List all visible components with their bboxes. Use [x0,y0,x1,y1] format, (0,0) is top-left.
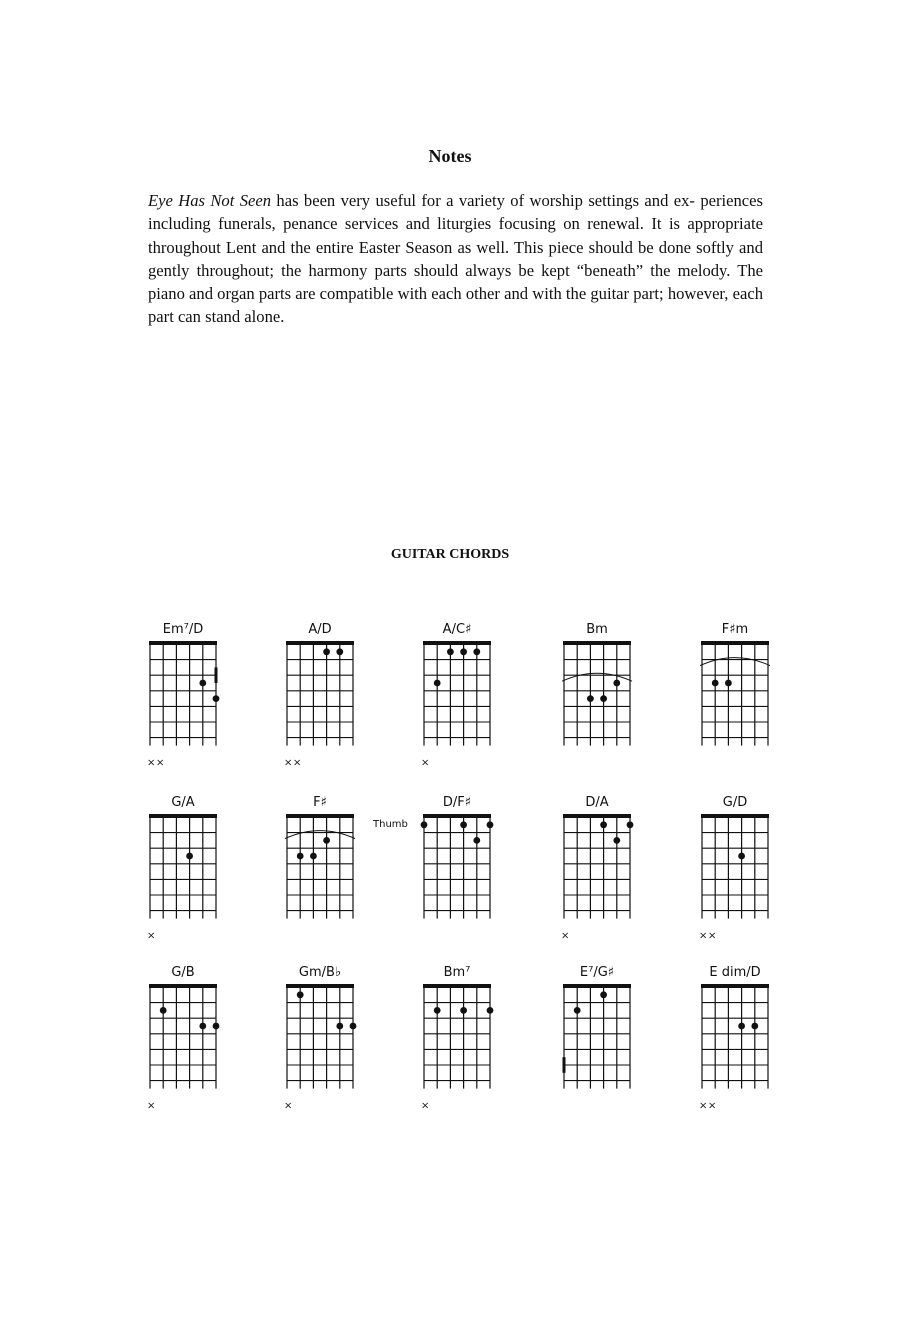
nut [563,984,631,988]
nut [701,641,769,645]
chord-diagram [419,965,519,1115]
fretboard [559,622,659,772]
guitar-chords-heading: GUITAR CHORDS [390,547,510,562]
finger-dot [336,1023,343,1030]
nut [563,641,631,645]
fretboard [697,795,797,945]
chord-name: A/D [308,622,332,637]
nut [286,814,354,818]
finger-dot [473,648,480,655]
chord-name: E dim/D [709,965,761,980]
finger-dot [460,821,467,828]
fretboard [282,795,382,945]
muted-string-mark: × [284,1100,293,1112]
notes-line: has been very useful for a variety of worship settings and ex- [271,191,695,210]
fretboard [145,965,245,1115]
chord-diagram [145,965,245,1115]
fretboard [282,622,382,772]
muted-string-mark: × [284,757,293,769]
finger-dot [350,1023,357,1030]
chord-diagram [145,795,245,945]
chord-diagram [697,795,797,945]
fretboard [697,622,797,772]
chord-name: A/C♯ [442,622,472,637]
song-title: Eye Has Not Seen [148,191,272,210]
chord-diagram [145,622,245,772]
chord-diagram [282,795,382,945]
chord-diagram [559,965,659,1115]
finger-dot [473,837,480,844]
finger-dot [336,648,343,655]
finger-dot [199,1023,206,1030]
thumb-label: Thumb [373,818,408,830]
fretboard [559,965,659,1115]
nut [286,984,354,988]
chord-name: Gm/B♭ [298,965,342,980]
fretboard [419,965,519,1115]
muted-string-mark: × [156,757,165,769]
finger-dot [751,1023,758,1030]
notes-line: periences including funerals, penance services and liturgies focusing on renewal. [148,191,763,234]
finger-dot [712,680,719,687]
finger-dot [434,680,441,687]
chord-name: Bm [586,622,608,637]
notes-line: It is appropriate throughout Lent and the entire Easter Season as well. This piece [148,214,763,257]
chord-diagram [282,622,382,772]
fretboard [419,622,519,772]
chord-name: Em⁷/D [162,622,204,637]
finger-dot [600,821,607,828]
finger-dot [738,853,745,860]
chord-name: D/A [585,795,609,810]
muted-string-mark: × [147,757,156,769]
chord-diagram [697,622,797,772]
nut [286,641,354,645]
finger-dot [600,991,607,998]
finger-dot [323,648,330,655]
chord-diagram [282,965,382,1115]
finger-dot [487,1007,494,1014]
finger-dot [460,1007,467,1014]
fretboard [145,795,245,945]
muted-string-mark: × [699,1100,708,1112]
barre-arc [700,658,770,666]
finger-dot [160,1007,167,1014]
muted-string-mark: × [421,1100,430,1112]
muted-string-mark: × [708,1100,717,1112]
chord-diagram [559,622,659,772]
finger-dot [186,853,193,860]
notes-line: be kept “beneath” the melody. The piano and organ parts are compatible with [148,260,763,304]
chord-name: G/B [171,965,195,980]
barre-arc [562,673,632,681]
chord-diagram [559,795,659,945]
nut [423,814,491,818]
chord-diagram [373,795,519,945]
muted-string-mark: × [293,757,302,769]
fretboard [559,795,659,945]
finger-dot [487,821,494,828]
muted-string-mark: × [147,1100,156,1112]
finger-dot [213,695,220,702]
chord-name: G/D [722,795,748,810]
notes-line: each other and with the guitar part; however, each part can stand alone. [148,284,764,327]
finger-dot [447,648,454,655]
finger-dot [297,991,304,998]
finger-dot [310,853,317,860]
muted-string-mark: × [708,930,717,942]
finger-dot [738,1023,745,1030]
nut [563,814,631,818]
chord-name: E⁷/G♯ [579,965,615,980]
finger-dot [574,1007,581,1014]
finger-dot [421,821,428,828]
nut [149,641,217,645]
fretboard [145,622,245,772]
nut [423,641,491,645]
fretboard [419,795,519,945]
finger-dot [213,1023,220,1030]
finger-dot [600,695,607,702]
chord-diagram [419,622,519,772]
muted-string-mark: × [147,930,156,942]
finger-dot [460,648,467,655]
finger-dot [613,680,620,687]
chord-diagram [697,965,797,1115]
nut [423,984,491,988]
notes-title: Notes [428,146,472,166]
chord-name: F♯m [721,622,749,637]
nut [149,984,217,988]
finger-dot [297,853,304,860]
chord-name: Bm⁷ [443,965,471,980]
nut [149,814,217,818]
finger-dot [587,695,594,702]
fretboard [697,965,797,1115]
nut [701,814,769,818]
finger-dot [613,837,620,844]
barre-arc [285,831,355,839]
muted-string-mark: × [561,930,570,942]
finger-dot [323,837,330,844]
chord-name: F♯ [313,795,327,810]
chord-name: D/F♯ [442,795,472,810]
finger-dot [725,680,732,687]
muted-string-mark: × [699,930,708,942]
chord-name: G/A [171,795,195,810]
nut [701,984,769,988]
muted-string-mark: × [421,757,430,769]
finger-dot [627,821,634,828]
fretboard [282,965,382,1115]
finger-dot [199,680,206,687]
notes-line: should be done softly and gently throughout; the harmony parts should always [148,237,763,280]
finger-dot [434,1007,441,1014]
